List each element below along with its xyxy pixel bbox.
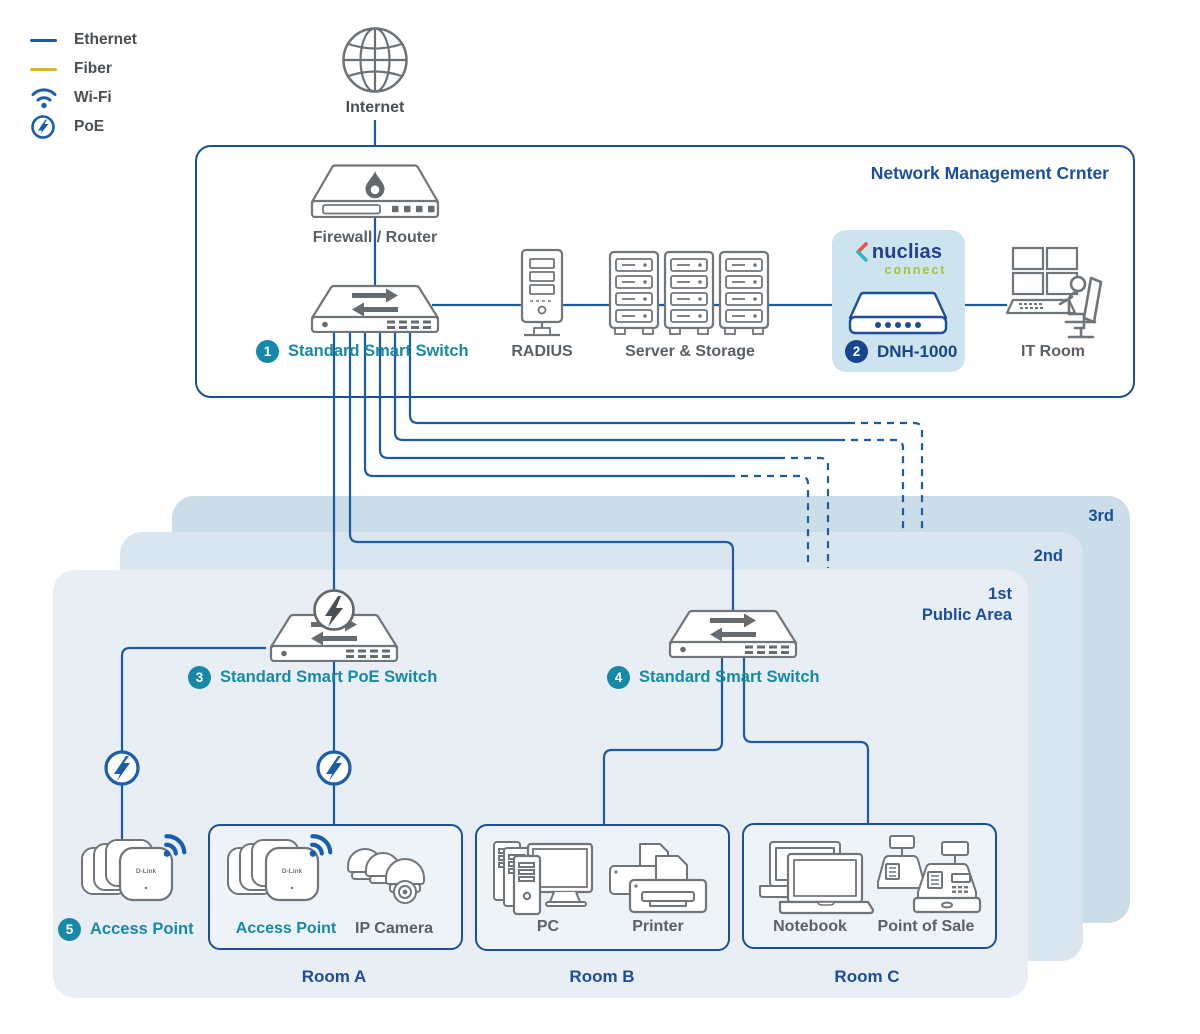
point-of-sale-icon [870,834,982,918]
badge-4: 4 [607,666,630,689]
poe-switch-label: Standard Smart PoE Switch [220,668,438,686]
server-rack-icon [663,250,715,336]
it-room-label: IT Room [1021,343,1085,360]
server-rack-icon [608,250,660,336]
it-room-icon [1005,246,1105,340]
poe-icon [30,114,56,140]
room-b-label: Room B [569,967,635,986]
pc-label: PC [536,918,560,935]
switch1-caption [256,340,469,363]
room-a-label: Room A [301,967,367,986]
legend-poe [30,115,137,139]
ip-camera-label: IP Camera [355,920,433,937]
printer-icon [608,842,710,920]
poe-switch-caption [188,666,437,689]
ap-brand-text: D-Link [281,868,303,875]
legend-poe-label: PoE [74,118,105,135]
legend [30,28,137,144]
poe-injector-icon [318,752,350,784]
poe-injector-icon [106,752,138,784]
firewall-router-icon [310,160,440,218]
legend-ethernet [30,28,137,52]
floor-1st-subtext: Public Area [921,606,1012,625]
room-a-access-point-label: Access Point [235,920,337,937]
server-rack-icon [718,250,770,336]
point-of-sale-label: Point of Sale [877,918,975,935]
badge-1: 1 [256,340,279,363]
firewall-router-label: Firewall / Router [312,229,438,246]
badge-3: 3 [188,666,211,689]
dnh-caption [845,340,957,363]
floor-label-3rd: 3rd [1088,507,1114,525]
switch4-label: Standard Smart Switch [639,668,820,686]
switch1-label: Standard Smart Switch [288,342,469,360]
legend-ethernet-label: Ethernet [74,31,137,48]
internet-label: Internet [345,99,405,116]
fiber-line-swatch [30,68,57,71]
floor-1st-text: 1st [988,585,1012,603]
pc-icon [492,840,598,920]
access-point-5-label: Access Point [90,920,194,938]
ap-brand-text: D-Link [135,868,157,875]
badge-2: 2 [845,340,868,363]
printer-label: Printer [632,918,684,935]
management-title: Network Management Crnter [870,163,1109,183]
smart-switch-4-icon [668,606,798,658]
legend-fiber-label: Fiber [74,60,112,77]
ip-camera-icon [344,840,444,918]
room-a-access-point-icon [226,826,338,916]
server-storage-label: Server & Storage [625,343,755,360]
room-c-label: Room C [834,967,900,986]
radius-label: RADIUS [511,343,573,360]
wifi-icon [30,86,58,110]
access-point-5-caption [58,918,194,941]
legend-fiber [30,57,137,81]
ethernet-line-swatch [30,39,57,42]
legend-wifi [30,86,137,110]
legend-wifi-label: Wi-Fi [74,89,112,106]
internet-globe-icon [341,26,409,94]
notebook-label: Notebook [773,918,847,935]
badge-5: 5 [58,918,81,941]
radius-server-icon [519,248,565,340]
smart-switch-1-icon [310,281,440,333]
switch4-caption [607,666,820,689]
access-point-5-icon [80,826,192,916]
poe-switch-icon [266,584,402,662]
floor-label-2nd: 2nd [1033,547,1063,565]
nuclias-connect-text: connect [884,263,947,277]
notebook-icon [756,840,874,918]
nuclias-wordmark: nuclias [871,241,943,263]
dnh-label: DNH-1000 [877,341,958,361]
